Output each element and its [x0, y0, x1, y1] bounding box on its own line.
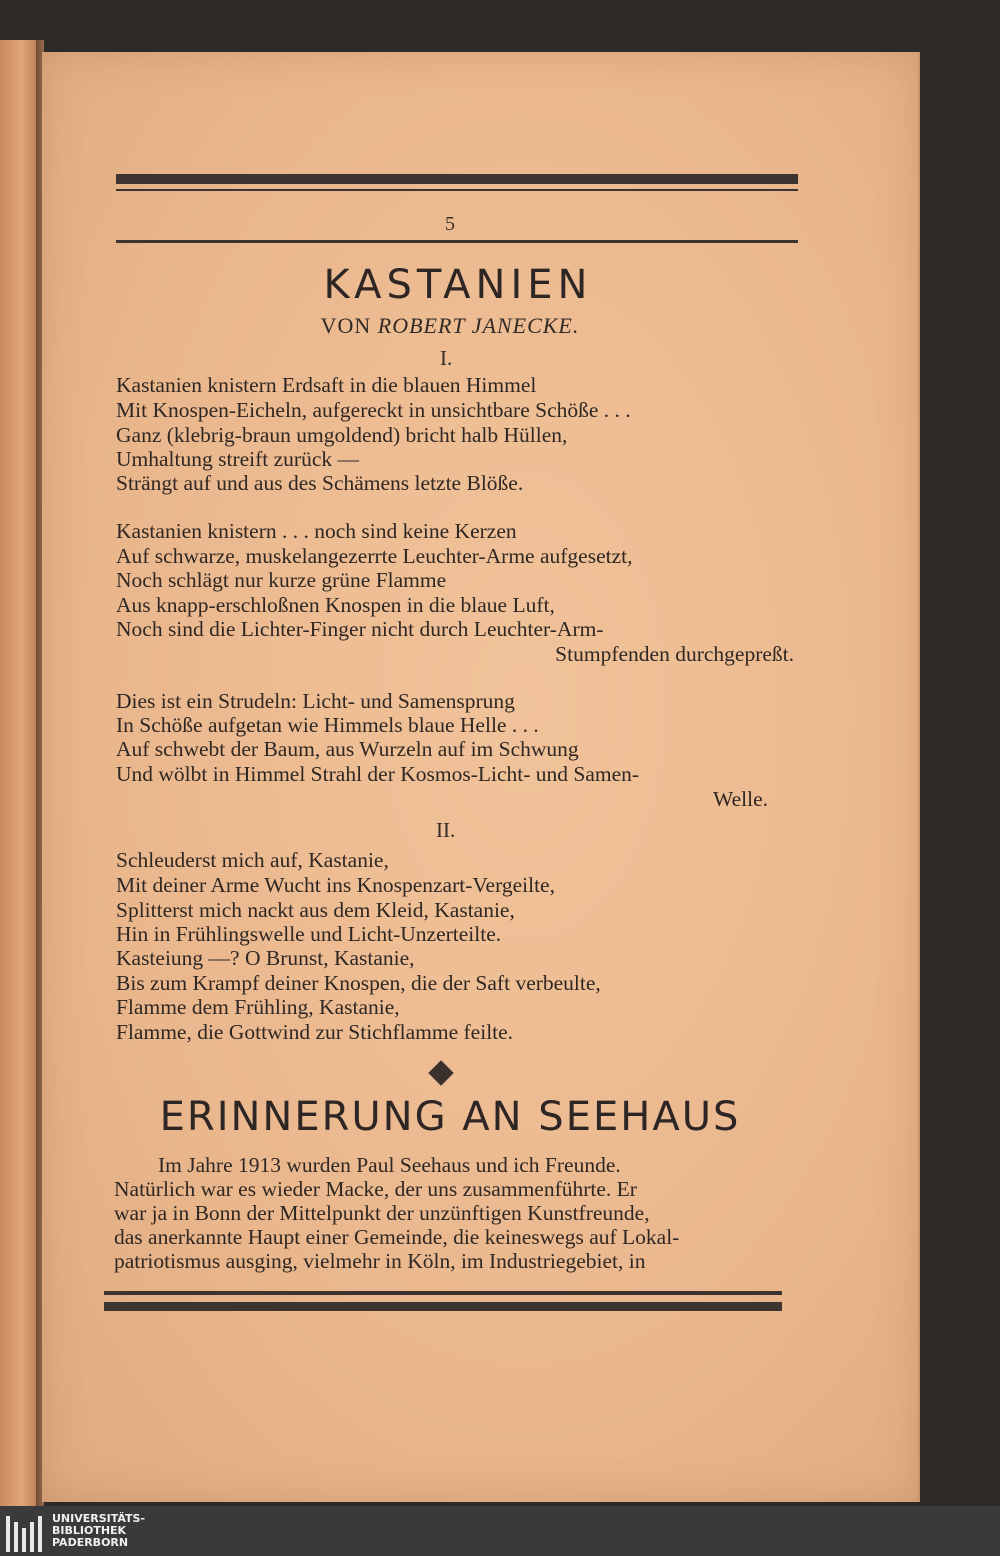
- poem-line: Flamme, die Gottwind zur Stichflamme feilte.: [116, 1020, 514, 1044]
- poem-line: Dies ist ein Strudeln: Licht- und Samensprung: [116, 689, 515, 713]
- article-line: patriotismus ausging, vielmehr in Köln, im Industriegebiet, in: [114, 1249, 646, 1273]
- poem-line: Flamme dem Frühling, Kastanie,: [116, 995, 400, 1019]
- article-line: Im Jahre 1913 wurden Paul Seehaus und ich Freunde.: [158, 1153, 621, 1177]
- article-line: war ja in Bonn der Mittelpunkt der unzünftigen Kunstfreunde,: [114, 1201, 650, 1225]
- poem-line: Kastanien knistern Erdsaft in die blauen Himmel: [116, 373, 537, 397]
- part-one-label: I.: [440, 346, 453, 370]
- facing-page-edge: [0, 40, 40, 1506]
- footer-rule-bottom: [104, 1302, 782, 1311]
- poem-line: Ganz (klebrig-braun umgoldend) bricht halb Hüllen,: [116, 423, 568, 447]
- poem-line: Kastanien knistern . . . noch sind keine Kerzen: [116, 519, 517, 543]
- poem-line: Schleuderst mich auf, Kastanie,: [116, 848, 389, 872]
- library-name-line: UNIVERSITÄTS-: [52, 1512, 146, 1525]
- library-logo-icon: [6, 1514, 46, 1552]
- byline-prefix: VON: [320, 313, 372, 338]
- article-line: das anerkannte Haupt einer Gemeinde, die keineswegs auf Lokal-: [114, 1225, 680, 1249]
- poem-line: Bis zum Krampf deiner Knospen, die der Saft verbeulte,: [116, 971, 601, 995]
- poem-line: Noch sind die Lichter-Finger nicht durch Leuchter-Arm-: [116, 617, 604, 641]
- poem-line: Hin in Frühlingswelle und Licht-Unzerteilte.: [116, 922, 502, 946]
- header-rule-top: [116, 174, 798, 184]
- part-two-label: II.: [436, 818, 456, 842]
- library-name: [52, 1513, 145, 1549]
- poem-line: In Schöße aufgetan wie Himmels blaue Helle . . .: [116, 713, 539, 737]
- poem-line: Auf schwebt der Baum, aus Wurzeln auf im Schwung: [116, 737, 579, 761]
- poem-line: Auf schwarze, muskelangezerrte Leuchter-Arme aufgesetzt,: [116, 544, 633, 568]
- poem-line: Aus knapp-erschloßnen Knospen in die blaue Luft,: [116, 593, 555, 617]
- footer-rule-top: [104, 1291, 782, 1295]
- poem-line: Kasteiung —? O Brunst, Kastanie,: [116, 946, 415, 970]
- poem-line: Mit Knospen-Eicheln, aufgereckt in unsichtbare Schöße . . .: [116, 398, 631, 422]
- poem-line: Und wölbt in Himmel Strahl der Kosmos-Licht- und Samen-: [116, 762, 640, 786]
- article-title: ERINNERUNG AN SEEHAUS: [159, 1094, 741, 1140]
- header-rule-bottom: [116, 240, 798, 243]
- poem-line: Umhaltung streift zurück —: [116, 447, 360, 471]
- article-line: Natürlich war es wieder Macke, der uns zusammenführte. Er: [114, 1177, 637, 1201]
- poem-title: KASTANIEN: [323, 262, 593, 308]
- library-name-line: BIBLIOTHEK: [52, 1524, 127, 1537]
- library-footer: [0, 1506, 1000, 1556]
- library-name-line: PADERBORN: [52, 1536, 129, 1549]
- poem-line: Mit deiner Arme Wucht ins Knospenzart-Vergeilte,: [116, 873, 555, 897]
- poem-line: Splitterst mich nackt aus dem Kleid, Kastanie,: [116, 898, 515, 922]
- poem-byline: [0, 313, 900, 339]
- poem-line: Strängt auf und aus des Schämens letzte Blöße.: [116, 471, 524, 495]
- header-rule-sub: [116, 189, 798, 191]
- page-number: 5: [445, 213, 455, 235]
- poem-line-continuation: Welle.: [713, 787, 768, 811]
- poem-author: ROBERT JANECKE.: [377, 313, 580, 338]
- poem-line-continuation: Stumpfenden durchgepreßt.: [555, 642, 794, 666]
- poem-line: Noch schlägt nur kurze grüne Flamme: [116, 568, 447, 592]
